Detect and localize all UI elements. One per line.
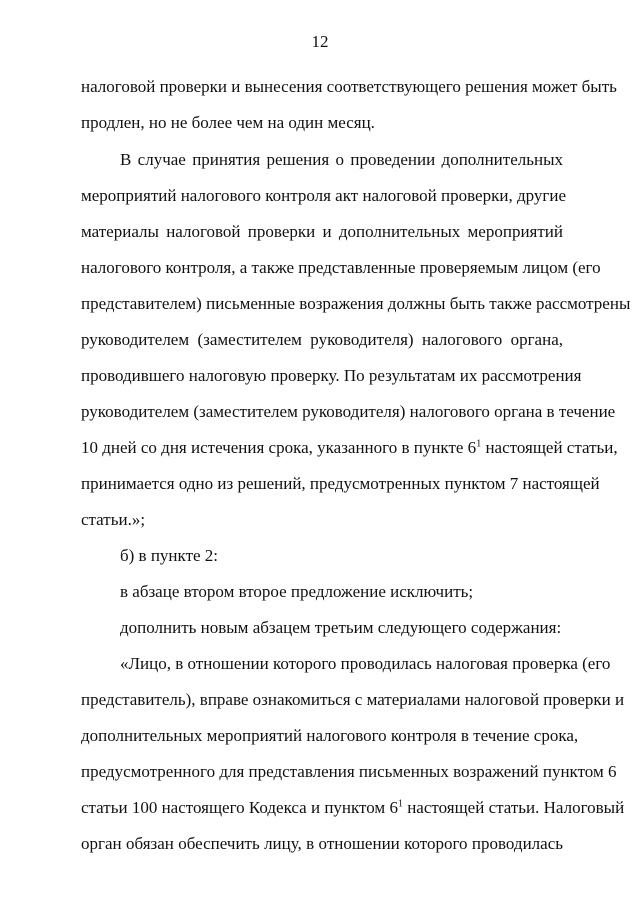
text-line: налогового контроля, а также представленные проверяемым лицом (его: [81, 258, 601, 277]
text-line: в абзаце втором второе предложение исключить;: [120, 582, 474, 601]
superscript: 1: [476, 438, 482, 450]
text-line-with-superscript: [81, 438, 618, 458]
text-line-with-superscript: [81, 798, 625, 818]
text-line: материалы налоговой проверки и дополнительных мероприятий: [81, 222, 563, 241]
text-line: руководителем (заместителем руководителя) налогового органа в течение: [81, 402, 616, 421]
text-segment: настоящей статьи. Налоговый: [402, 798, 625, 817]
text-segment: настоящей статьи,: [481, 438, 618, 457]
page-number: 12: [311, 32, 329, 51]
text-line: дополнительных мероприятий налогового контроля в течение срока,: [81, 726, 579, 745]
text-line: руководителем (заместителем руководителя) налогового органа,: [81, 330, 563, 349]
text-line: представителем) письменные возражения должны быть также рассмотрены: [81, 294, 631, 313]
text-line: предусмотренного для представления письменных возражений пунктом 6: [81, 762, 617, 781]
text-segment: статьи 100 настоящего Кодекса и пунктом 6: [81, 798, 398, 817]
text-line: представитель), вправе ознакомиться с материалами налоговой проверки и: [81, 690, 625, 709]
superscript: 1: [397, 798, 403, 810]
text-line: принимается одно из решений, предусмотренных пунктом 7 настоящей: [81, 474, 600, 493]
text-line: налоговой проверки и вынесения соответствующего решения может быть: [81, 77, 617, 96]
text-line: б) в пункте 2:: [120, 546, 219, 565]
text-line: «Лицо, в отношении которого проводилась налоговая проверка (его: [120, 654, 611, 673]
text-line: В случае принятия решения о проведении дополнительных: [120, 150, 563, 169]
text-line: дополнить новым абзацем третьим следующего содержания:: [120, 618, 562, 637]
text-line: орган обязан обеспечить лицу, в отношении которого проводилась: [81, 834, 563, 853]
text-line: мероприятий налогового контроля акт налоговой проверки, другие: [81, 186, 566, 205]
text-line: проводившего налоговую проверку. По результатам их рассмотрения: [81, 366, 582, 385]
text-line: продлен, но не более чем на один месяц.: [81, 113, 375, 132]
text-segment: 10 дней со дня истечения срока, указанного в пункте 6: [81, 438, 477, 457]
text-line: статьи.»;: [81, 510, 146, 529]
